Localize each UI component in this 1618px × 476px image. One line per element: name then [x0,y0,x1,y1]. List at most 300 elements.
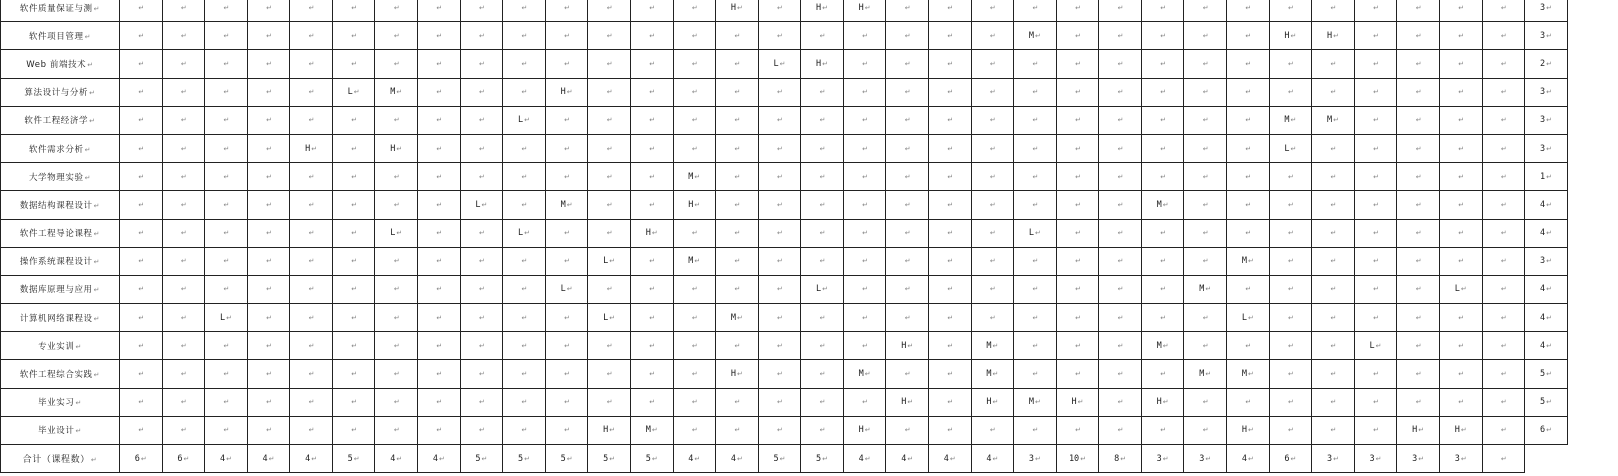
paragraph-mark-icon: ↵ [777,313,783,322]
paragraph-mark-icon: ↵ [1500,398,1507,407]
paragraph-mark-icon: ↵ [606,144,613,153]
paragraph-mark-icon: ↵ [1287,88,1294,97]
paragraph-mark-icon: ↵ [819,398,826,407]
support-level-cell [758,388,801,416]
support-level-cell [843,219,886,247]
paragraph-mark-icon: ↵ [947,59,954,68]
row-total-cell [1525,360,1568,388]
support-level-cell [1312,219,1355,247]
paragraph-mark-icon: ↵ [266,341,272,350]
support-level-cell [418,360,461,388]
cell-value: 3 [1369,453,1375,464]
paragraph-mark-icon: ↵ [1162,398,1169,407]
support-level-cell [843,134,886,162]
paragraph-mark-icon: ↵ [1415,31,1422,40]
paragraph-mark-icon: ↵ [1500,313,1507,322]
paragraph-mark-icon: ↵ [138,285,145,294]
course-name: 软件需求分析 [28,144,84,155]
paragraph-mark-icon: ↵ [1287,313,1294,322]
paragraph-mark-icon: ↵ [649,398,656,407]
paragraph-mark-icon: ↵ [266,426,272,435]
paragraph-mark-icon: ↵ [351,3,358,12]
support-level-cell [1312,304,1355,332]
support-level-cell [1099,332,1142,360]
paragraph-mark-icon: ↵ [1117,285,1124,294]
cell-value: 3 [1540,30,1546,41]
paragraph-mark-icon: ↵ [819,144,826,153]
support-level-cell [120,388,163,416]
paragraph-mark-icon: ↵ [1290,454,1297,463]
paragraph-mark-icon: ↵ [737,313,743,322]
support-level-cell [1269,219,1312,247]
paragraph-mark-icon: ↵ [1077,398,1084,407]
support-level-cell [503,416,546,444]
paragraph-mark-icon: ↵ [481,454,488,463]
paragraph-mark-icon: ↵ [521,398,528,407]
support-level-cell [162,247,205,275]
support-level-cell [758,219,801,247]
row-total-cell [1525,78,1568,106]
paragraph-mark-icon: ↵ [1075,59,1081,68]
paragraph-mark-icon: ↵ [1117,116,1124,125]
support-level-cell [673,50,716,78]
total-value-cell [1014,445,1057,473]
paragraph-mark-icon: ↵ [989,31,996,40]
cell-value: 4 [688,453,694,464]
support-level-cell [375,275,418,303]
total-value-cell [1269,445,1312,473]
support-level-cell [1184,247,1227,275]
paragraph-mark-icon: ↵ [777,398,783,407]
support-level-cell [758,50,801,78]
support-level-cell [290,0,333,22]
support-level-cell [1099,247,1142,275]
paragraph-mark-icon: ↵ [183,454,190,463]
paragraph-mark-icon: ↵ [266,229,272,238]
support-level-cell [120,106,163,134]
support-level-cell [1141,106,1184,134]
support-level-cell [162,416,205,444]
paragraph-mark-icon: ↵ [93,371,101,380]
support-level-cell [1354,78,1397,106]
paragraph-mark-icon: ↵ [1458,313,1465,322]
support-level-cell [716,360,759,388]
support-level-cell [588,78,631,106]
support-level-cell [928,191,971,219]
paragraph-mark-icon: ↵ [138,398,145,407]
paragraph-mark-icon: ↵ [1546,313,1553,322]
support-level-cell [928,388,971,416]
support-level-cell [886,416,929,444]
paragraph-mark-icon: ↵ [1458,3,1465,12]
support-level-cell [1014,275,1057,303]
support-level-cell [247,275,290,303]
paragraph-mark-icon: ↵ [393,257,400,266]
paragraph-mark-icon: ↵ [311,144,318,153]
support-level-cell [247,0,290,22]
support-level-cell [588,22,631,50]
support-level-cell [205,0,248,22]
paragraph-mark-icon: ↵ [907,341,914,350]
paragraph-mark-icon: ↵ [1205,370,1212,379]
support-level-cell [758,163,801,191]
cell-value: 5 [347,453,353,464]
total-value-cell [290,445,333,473]
support-level-cell [1439,163,1482,191]
paragraph-mark-icon: ↵ [1546,257,1553,266]
support-level-cell [630,78,673,106]
support-level-cell [1312,50,1355,78]
support-level-cell [630,22,673,50]
support-level-cell [162,22,205,50]
paragraph-mark-icon: ↵ [822,285,829,294]
paragraph-mark-icon: ↵ [138,3,145,12]
paragraph-mark-icon: ↵ [862,59,869,68]
support-level-cell [630,191,673,219]
support-level-cell [1482,78,1525,106]
paragraph-mark-icon: ↵ [524,116,530,125]
paragraph-mark-icon: ↵ [1546,200,1553,209]
paragraph-mark-icon: ↵ [223,116,230,125]
paragraph-mark-icon: ↵ [1247,370,1254,379]
paragraph-mark-icon: ↵ [1287,172,1294,181]
paragraph-mark-icon: ↵ [864,426,871,435]
paragraph-mark-icon: ↵ [393,370,400,379]
paragraph-mark-icon: ↵ [180,257,187,266]
support-level-cell [290,78,333,106]
cell-value: H [901,340,907,351]
paragraph-mark-icon: ↵ [93,258,101,267]
total-value-cell [247,445,290,473]
paragraph-mark-icon: ↵ [1330,257,1337,266]
support-level-cell [290,219,333,247]
paragraph-mark-icon: ↵ [606,285,613,294]
paragraph-mark-icon: ↵ [989,88,996,97]
paragraph-mark-icon: ↵ [1117,144,1124,153]
paragraph-mark-icon: ↵ [1458,88,1465,97]
support-level-cell [928,304,971,332]
paragraph-mark-icon: ↵ [564,116,570,125]
paragraph-mark-icon: ↵ [694,200,701,209]
support-level-cell [1397,191,1440,219]
support-level-cell [1439,332,1482,360]
paragraph-mark-icon: ↵ [180,285,187,294]
matrix-body [1,0,1568,473]
support-level-cell [716,78,759,106]
support-level-cell [290,416,333,444]
support-level-cell [630,388,673,416]
paragraph-mark-icon: ↵ [691,144,698,153]
paragraph-mark-icon: ↵ [904,370,911,379]
total-value-cell [843,445,886,473]
support-level-cell [460,219,503,247]
paragraph-mark-icon: ↵ [138,116,145,125]
cell-value: L [773,58,779,69]
support-level-cell [716,219,759,247]
paragraph-mark-icon: ↵ [904,229,911,238]
paragraph-mark-icon: ↵ [75,342,82,351]
cell-value: 5 [773,453,779,464]
paragraph-mark-icon: ↵ [777,3,783,12]
support-level-cell [673,416,716,444]
paragraph-mark-icon: ↵ [1202,200,1209,209]
support-level-cell [1227,247,1270,275]
paragraph-mark-icon: ↵ [1160,144,1167,153]
support-level-cell [120,191,163,219]
support-level-cell [545,416,588,444]
paragraph-mark-icon: ↵ [436,257,443,266]
support-level-cell [460,416,503,444]
support-level-cell [332,332,375,360]
paragraph-mark-icon: ↵ [1032,370,1039,379]
paragraph-mark-icon: ↵ [223,257,230,266]
paragraph-mark-icon: ↵ [606,370,613,379]
paragraph-mark-icon: ↵ [904,144,911,153]
paragraph-mark-icon: ↵ [1546,31,1553,40]
paragraph-mark-icon: ↵ [777,116,783,125]
paragraph-mark-icon: ↵ [436,31,443,40]
paragraph-mark-icon: ↵ [947,31,954,40]
support-level-cell [162,275,205,303]
support-level-cell [1482,416,1525,444]
support-level-cell [1354,191,1397,219]
support-level-cell [1056,106,1099,134]
paragraph-mark-icon: ↵ [1075,341,1081,350]
paragraph-mark-icon: ↵ [1546,398,1553,407]
cell-value: L [475,199,481,210]
support-level-cell [1354,22,1397,50]
support-level-cell [162,106,205,134]
paragraph-mark-icon: ↵ [947,229,954,238]
paragraph-mark-icon: ↵ [734,257,741,266]
support-level-cell [162,219,205,247]
paragraph-mark-icon: ↵ [90,456,98,465]
paragraph-mark-icon: ↵ [1202,229,1209,238]
cell-value: 4 [305,453,311,464]
paragraph-mark-icon: ↵ [1458,59,1465,68]
paragraph-mark-icon: ↵ [1330,229,1337,238]
paragraph-mark-icon: ↵ [1415,370,1422,379]
support-level-cell [1099,275,1142,303]
paragraph-mark-icon: ↵ [1162,341,1169,350]
paragraph-mark-icon: ↵ [691,398,698,407]
paragraph-mark-icon: ↵ [308,313,315,322]
row-total-cell [1525,0,1568,22]
table-row [1,134,1568,162]
paragraph-mark-icon: ↵ [904,172,911,181]
support-level-cell [503,191,546,219]
total-value-cell [758,445,801,473]
cell-value: L [1028,228,1035,239]
paragraph-mark-icon: ↵ [1245,31,1252,40]
paragraph-mark-icon: ↵ [1287,229,1294,238]
paragraph-mark-icon: ↵ [989,116,996,125]
support-level-cell [971,332,1014,360]
paragraph-mark-icon: ↵ [308,426,315,435]
support-level-cell [332,388,375,416]
paragraph-mark-icon: ↵ [1075,426,1081,435]
paragraph-mark-icon: ↵ [777,144,783,153]
total-value-cell [673,445,716,473]
support-level-cell [1056,191,1099,219]
support-level-cell [886,304,929,332]
support-level-cell [1227,78,1270,106]
paragraph-mark-icon: ↵ [311,454,318,463]
paragraph-mark-icon: ↵ [1287,3,1294,12]
paragraph-mark-icon: ↵ [649,31,656,40]
paragraph-mark-icon: ↵ [351,200,358,209]
paragraph-mark-icon: ↵ [521,285,528,294]
paragraph-mark-icon: ↵ [393,200,400,209]
support-level-cell [1397,106,1440,134]
support-level-cell [503,388,546,416]
paragraph-mark-icon: ↵ [351,341,358,350]
support-level-cell [758,106,801,134]
support-level-cell [545,219,588,247]
paragraph-mark-icon: ↵ [564,144,570,153]
paragraph-mark-icon: ↵ [1162,200,1169,209]
paragraph-mark-icon: ↵ [949,454,956,463]
paragraph-mark-icon: ↵ [308,285,315,294]
support-level-cell [1056,163,1099,191]
paragraph-mark-icon: ↵ [1373,257,1379,266]
paragraph-mark-icon: ↵ [223,172,230,181]
support-level-cell [460,22,503,50]
support-level-cell [545,360,588,388]
support-level-cell [1227,360,1270,388]
support-level-cell [971,22,1014,50]
paragraph-mark-icon: ↵ [521,341,528,350]
paragraph-mark-icon: ↵ [1202,172,1209,181]
support-level-cell [801,247,844,275]
paragraph-mark-icon: ↵ [1500,426,1507,435]
support-level-cell [716,388,759,416]
paragraph-mark-icon: ↵ [822,3,829,12]
paragraph-mark-icon: ↵ [1247,454,1254,463]
paragraph-mark-icon: ↵ [266,144,272,153]
paragraph-mark-icon: ↵ [396,454,403,463]
paragraph-mark-icon: ↵ [1375,454,1382,463]
paragraph-mark-icon: ↵ [1373,313,1379,322]
support-level-cell [1397,247,1440,275]
support-level-cell [673,247,716,275]
paragraph-mark-icon: ↵ [521,257,528,266]
support-level-cell [758,191,801,219]
support-level-cell [801,304,844,332]
paragraph-mark-icon: ↵ [521,172,528,181]
paragraph-mark-icon: ↵ [777,172,783,181]
paragraph-mark-icon: ↵ [1117,172,1124,181]
paragraph-mark-icon: ↵ [1117,313,1124,322]
paragraph-mark-icon: ↵ [478,144,485,153]
support-level-cell [886,275,929,303]
paragraph-mark-icon: ↵ [478,370,485,379]
support-level-cell [1184,304,1227,332]
paragraph-mark-icon: ↵ [1500,3,1507,12]
support-level-cell [1269,388,1312,416]
total-value-cell [971,445,1014,473]
support-level-cell [205,360,248,388]
paragraph-mark-icon: ↵ [777,285,783,294]
cell-value: H [858,425,864,436]
support-level-cell [375,50,418,78]
support-level-cell [673,134,716,162]
support-level-cell [290,332,333,360]
cell-value: 6 [177,453,183,464]
paragraph-mark-icon: ↵ [436,313,443,322]
paragraph-mark-icon: ↵ [737,454,743,463]
paragraph-mark-icon: ↵ [606,341,613,350]
cell-value: 4 [219,453,226,464]
support-level-cell [928,50,971,78]
support-level-cell [1354,50,1397,78]
support-level-cell [673,275,716,303]
support-level-cell [886,360,929,388]
support-level-cell [971,304,1014,332]
support-level-cell [545,275,588,303]
support-level-cell [843,22,886,50]
paragraph-mark-icon: ↵ [308,3,315,12]
support-level-cell [1439,416,1482,444]
paragraph-mark-icon: ↵ [862,313,869,322]
support-level-cell [1312,134,1355,162]
cell-value: H [730,2,736,13]
paragraph-mark-icon: ↵ [1075,200,1081,209]
support-level-cell [375,247,418,275]
support-level-cell [1141,360,1184,388]
support-level-cell [205,22,248,50]
paragraph-mark-icon: ↵ [436,3,443,12]
paragraph-mark-icon: ↵ [1415,398,1422,407]
cell-value: L [560,284,566,295]
paragraph-mark-icon: ↵ [651,229,658,238]
paragraph-mark-icon: ↵ [393,313,400,322]
paragraph-mark-icon: ↵ [1075,144,1081,153]
paragraph-mark-icon: ↵ [1287,200,1294,209]
support-level-cell [801,332,844,360]
support-level-cell [120,247,163,275]
support-level-cell [758,275,801,303]
support-level-cell [460,163,503,191]
course-name: 软件工程经济学 [24,116,89,127]
paragraph-mark-icon: ↵ [904,313,911,322]
total-value-cell [1141,445,1184,473]
paragraph-mark-icon: ↵ [436,200,443,209]
paragraph-mark-icon: ↵ [351,257,358,266]
paragraph-mark-icon: ↵ [1117,59,1124,68]
paragraph-mark-icon: ↵ [1202,341,1209,350]
paragraph-mark-icon: ↵ [180,229,187,238]
support-level-cell [1056,304,1099,332]
paragraph-mark-icon: ↵ [649,285,656,294]
paragraph-mark-icon: ↵ [819,88,826,97]
support-level-cell [1312,163,1355,191]
paragraph-mark-icon: ↵ [180,398,187,407]
support-level-cell [120,360,163,388]
support-level-cell [375,22,418,50]
support-level-cell [247,388,290,416]
paragraph-mark-icon: ↵ [308,398,315,407]
support-level-cell [545,191,588,219]
support-level-cell [503,134,546,162]
row-total-cell [1525,106,1568,134]
paragraph-mark-icon: ↵ [89,117,96,126]
support-level-cell [716,332,759,360]
support-level-cell [162,163,205,191]
paragraph-mark-icon: ↵ [180,144,187,153]
paragraph-mark-icon: ↵ [1373,426,1379,435]
support-level-cell [375,219,418,247]
